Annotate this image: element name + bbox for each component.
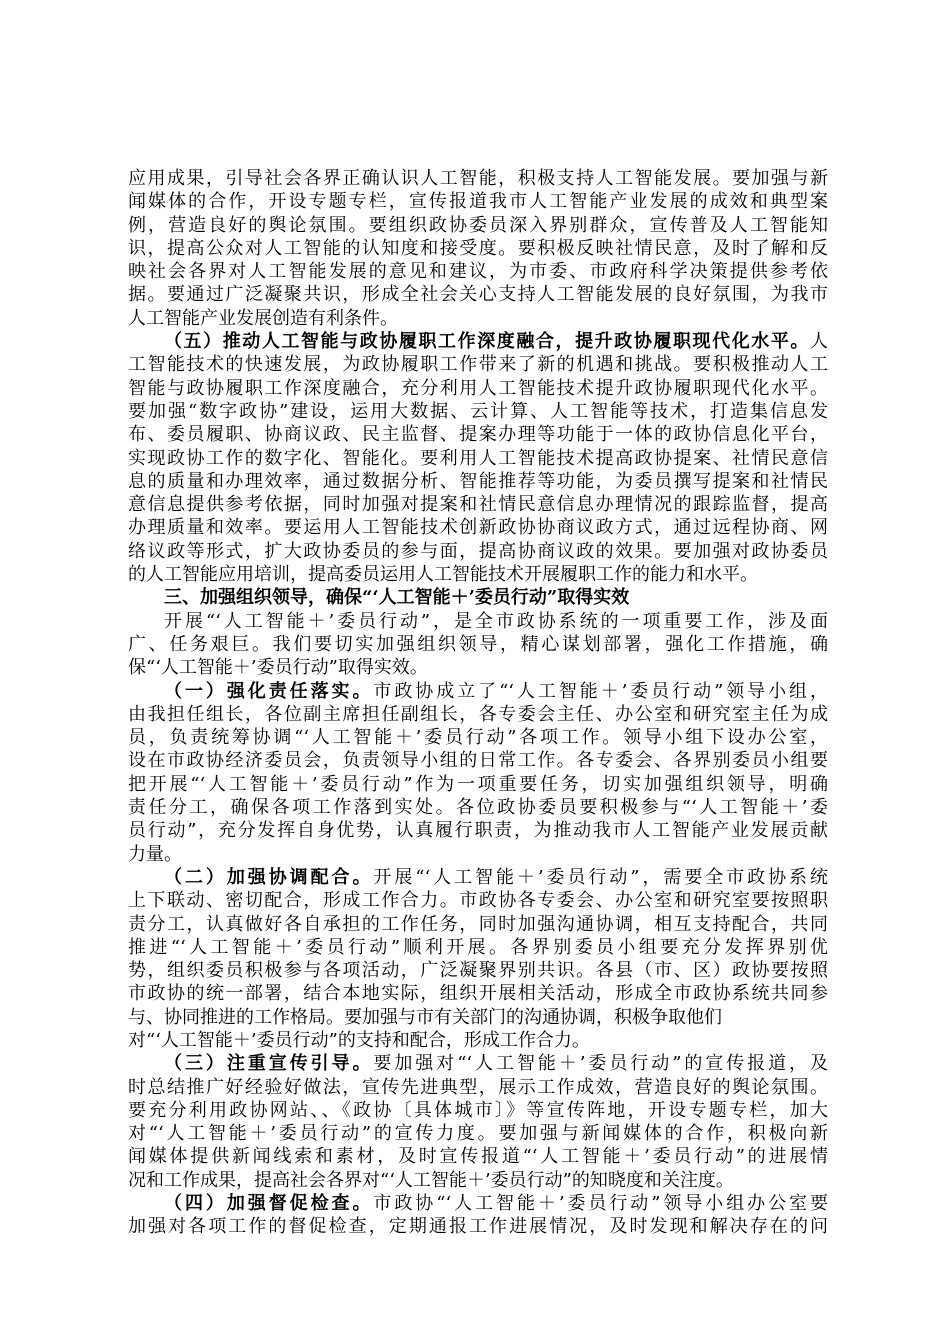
paragraph-text: 人 [810,331,828,353]
section-heading: （四）加强督促检查。 [164,1193,374,1215]
paragraph-text: 市政协“‘人工智能＋’委员行动”领导小组办公室要 [373,1193,828,1215]
section-heading: （一）强化责任落实。 [164,680,374,702]
text-line: 对“‘人工智能＋’委员行动”的支持和配合，形成工作合力。 [128,1029,590,1051]
paragraph-section-2 [128,866,828,1052]
paragraph-text: 开展“‘人工智能＋’委员行动”，需要全市政协系统 [373,866,828,888]
text-line: 络议政等形式，扩大政协委员的参与面，提高协商议政的效果。要加强对政协委员 [128,540,828,562]
paragraph-continuation [128,167,828,330]
text-line: 加强对各项工作的督促检查，定期通报工作进展情况，及时发现和解决存在的问 [128,1216,828,1238]
section-heading: （三）注重宣传引导。 [164,1053,374,1075]
text-line: 把开展“‘人工智能＋’委员行动”作为一项重要任务，切实加强组织领导，明确 [128,773,828,795]
chapter-heading [128,586,828,609]
text-line: 由我担任组长，各位副主席担任副组长，各专委会主任、办公室和研究室主任为成 [128,703,828,725]
heading-bold: 三、加强组织领导，确保“‘人工智能＋’委员行动”取得实效 [164,587,630,609]
text-line: 闻媒体提供新闻线索和素材，及时宣传报道“‘人工智能＋’委员行动”的进展情 [128,1146,828,1168]
text-line: 员行动”，充分发挥自身优势，认真履行职责，为推动我市人工智能产业发展贡献 [128,820,828,842]
text-line: 上下联动、密切配合，形成工作合力。市政协各专委会、办公室和研究室要按照职 [128,890,828,912]
text-line: 映社会各界对人工智能发展的意见和建议，为市委、市政府科学决策提供参考依 [128,261,828,283]
text-line: 责任分工，确保各项工作落到实处。各位政协委员要积极参与“‘人工智能＋’委 [128,797,828,819]
text-line: 广、任务艰巨。我们要切实加强组织领导，精心谋划部署，强化工作措施，确 [128,633,828,655]
text-line: 对“‘人工智能＋’委员行动”的宣传力度。要加强与新闻媒体的合作，积极向新 [128,1123,828,1145]
text-line: 况和工作成果，提高社会各界对“‘人工智能＋’委员行动”的知晓度和关注度。 [128,1169,734,1191]
text-line: 力量。 [128,843,182,865]
text-line: 闻媒体的合作，开设专题专栏，宣传报道我市人工智能产业发展的成效和典型案 [128,191,828,213]
paragraph-text: 要加强对“‘人工智能＋’委员行动”的宣传报道，及 [373,1053,828,1075]
text-line: 员，负责统筹协调“‘人工智能＋’委员行动”各项工作。领导小组下设办公室， [128,727,828,749]
paragraph-first-line [128,1052,828,1075]
section-heading: （二）加强协调配合。 [164,866,374,888]
document-page [128,167,828,1239]
text-line: 开展“‘人工智能＋’委员行动”，是全市政协系统的一项重要工作，涉及面 [164,610,828,632]
text-line: 与、协同推进的工作格局。要加强与市有关部门的沟通协调，积极争取他们 [128,1006,722,1028]
text-line: 意信息提供参考依据，同时加强对提案和社情民意信息办理情况的跟踪监督，提高 [128,494,828,516]
text-line: 实现政协工作的数字化、智能化。要利用人工智能技术提高政协提案、社情民意信 [128,447,828,469]
paragraph-section-1 [128,680,828,866]
text-line: 的人工智能应用培训，提高委员运用人工智能技术开展履职工作的能力和水平。 [128,564,758,586]
text-line: 例，营造良好的舆论氛围。要组织政协委员深入界别群众，宣传普及人工智能知 [128,214,828,236]
paragraph-first-line [128,680,828,703]
text-line: 要充分利用政协网站、、《政协〔具体城市〕》等宣传阵地，开设专题专栏，加大 [128,1099,828,1121]
text-line: 推进“‘人工智能＋’委员行动”顺利开展。各界别委员小组要充分发挥界别优 [128,936,828,958]
text-line: 工智能技术的快速发展，为政协履职工作带来了新的机遇和挑战。要积极推动人工 [128,354,828,376]
text-line: 势，组织委员积极参与各项活动，广泛凝聚界别共识。各县（市、区）政协要按照 [128,960,828,982]
paragraph-first-line [128,866,828,889]
text-line: 时总结推广好经验好做法，宣传先进典型，展示工作成效，营造良好的舆论氛围。 [128,1076,828,1098]
text-line: 识，提高公众对人工智能的认知度和接受度。要积极反映社情民意，及时了解和反 [128,237,828,259]
text-line: 设在市政协经济委员会，负责领导小组的日常工作。各专委会、各界别委员小组要 [128,750,828,772]
section-heading: （五）推动人工智能与政协履职工作深度融合，提升政协履职现代化水平。 [164,331,810,353]
text-line: 布、委员履职、协商议政、民主监督、提案办理等功能于一体的政协信息化平台， [128,424,828,446]
text-line: 要加强“数字政协”建设，运用大数据、云计算、人工智能等技术，打造集信息发 [128,400,828,422]
text-line: 责分工，认真做好各自承担的工作任务，同时加强沟通协调，相互支持配合，共同 [128,913,828,935]
text-line: 办理质量和效率。要运用人工智能技术创新政协协商议政方式，通过远程协商、网 [128,517,828,539]
paragraph-intro [128,610,828,680]
paragraph-first-line [128,330,828,353]
paragraph-section-5 [128,330,828,586]
text-line: 人工智能产业发展创造有利条件。 [128,307,398,329]
text-line: 智能与政协履职工作深度融合，充分利用人工智能技术提升政协履职现代化水平。 [128,377,828,399]
text-line: 据。要通过广泛凝聚共识，形成全社会关心支持人工智能发展的良好氛围，为我市 [128,284,828,306]
paragraph-section-4 [128,1192,828,1239]
heading-text [128,586,828,609]
text-line: 保“‘人工智能＋’委员行动”取得实效。 [128,657,428,679]
paragraph-section-3 [128,1052,828,1192]
paragraph-text: 市政协成立了“‘人工智能＋’委员行动”领导小组， [373,680,828,702]
text-line: 息的质量和办理效率，通过数据分析、智能推荐等功能，为委员撰写提案和社情民 [128,470,828,492]
paragraph-first-line [128,1192,828,1215]
text-line: 应用成果，引导社会各界正确认识人工智能，积极支持人工智能发展。要加强与新 [128,168,828,189]
text-line: 市政协的统一部署，结合本地实际，组织开展相关活动，形成全市政协系统共同参 [128,983,828,1005]
